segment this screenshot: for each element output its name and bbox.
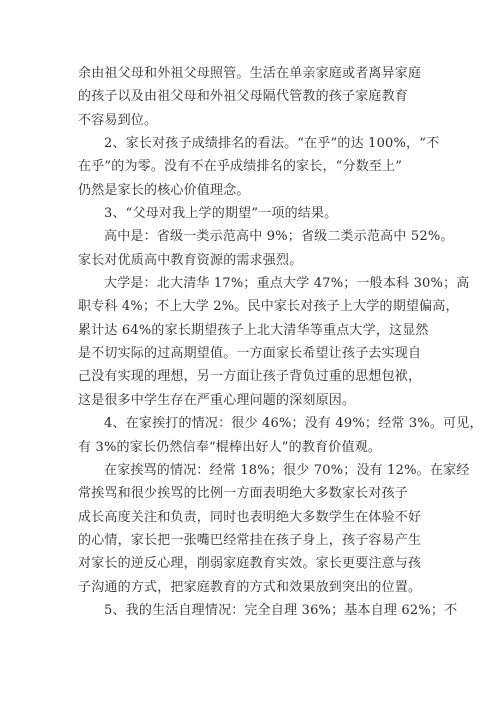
- text-line: 5、我的生活自理情况：完全自理 36%；基本自理 62%；不: [104, 602, 458, 618]
- text-line: 对家长的逆反心理，削弱家庭教育实效。家长更要注意与孩: [78, 556, 422, 572]
- text-line: 常挨骂和很少挨骂的比例一方面表明绝大多数家长对孩子: [78, 486, 409, 502]
- document-body: [78, 62, 483, 622]
- text-line: 己没有实现的理想，另一方面让孩子背负过重的思想包袱，: [78, 369, 422, 385]
- text-line: 2、家长对孩子成绩排名的看法。“在乎”的达 100%，“不: [104, 136, 440, 152]
- text-line: 的孩子以及由祖父母和外祖父母隔代管教的孩子家庭教育: [78, 89, 409, 105]
- text-line: 累计达 64%的家长期望孩子上北大清华等重点大学，这显然: [78, 322, 429, 338]
- text-line: 余由祖父母和外祖父母照管。生活在单亲家庭或者离异家庭: [78, 66, 422, 81]
- para-beaten: [78, 412, 483, 459]
- para-guardian-intro: [78, 62, 430, 132]
- text-line: 这是很多中学生存在严重心理问题的深刻原因。: [78, 392, 356, 408]
- para-high-school: [78, 225, 454, 272]
- text-line: 是不切实际的过高期望值。一方面家长希望让孩子去实现自: [78, 346, 422, 362]
- text-line: 成长高度关注和负责，同时也表明绝大多数学生在体验不好: [78, 509, 422, 525]
- text-line: 子沟通的方式，把家庭教育的方式和效果放到突出的位置。: [78, 579, 422, 595]
- para-scolded: [78, 459, 470, 599]
- text-line: 4、在家挨打的情况：很少 46%；没有 49%；经常 3%。可见，: [104, 416, 483, 432]
- text-line: 在家挨骂的情况：经常 18%；很少 70%；没有 12%。在家经: [104, 462, 470, 478]
- text-line: 高中是：省级一类示范高中 9%；省级二类示范高中 52%。: [104, 229, 454, 245]
- para-parent-expectation: [78, 202, 430, 225]
- text-line: 仍然是家长的核心价值理念。: [78, 182, 250, 198]
- text-line: 职专科 4%；不上大学 2%。民中家长对孩子上大学的期望偏高，: [78, 299, 459, 315]
- text-line: 的心情，家长把一张嘴巴经常挂在孩子身上，孩子容易产生: [78, 532, 422, 548]
- para-university: [78, 272, 470, 412]
- text-line: 在乎”的为零。没有不在乎成绩排名的家长，“分数至上”: [78, 159, 403, 175]
- para-self-care: [78, 599, 458, 622]
- text-line: 家长对优质高中教育资源的需求强烈。: [78, 252, 303, 268]
- text-line: 有 3%的家长仍然信奉“棍棒出好人”的教育价值观。: [78, 439, 382, 455]
- text-line: 大学是：北大清华 17%；重点大学 47%；一般本科 30%；高: [104, 276, 470, 292]
- text-line: 3、“父母对我上学的期望”一项的结果。: [104, 206, 338, 222]
- text-line: 不容易到位。: [78, 112, 158, 128]
- para-ranking-view: [78, 132, 440, 202]
